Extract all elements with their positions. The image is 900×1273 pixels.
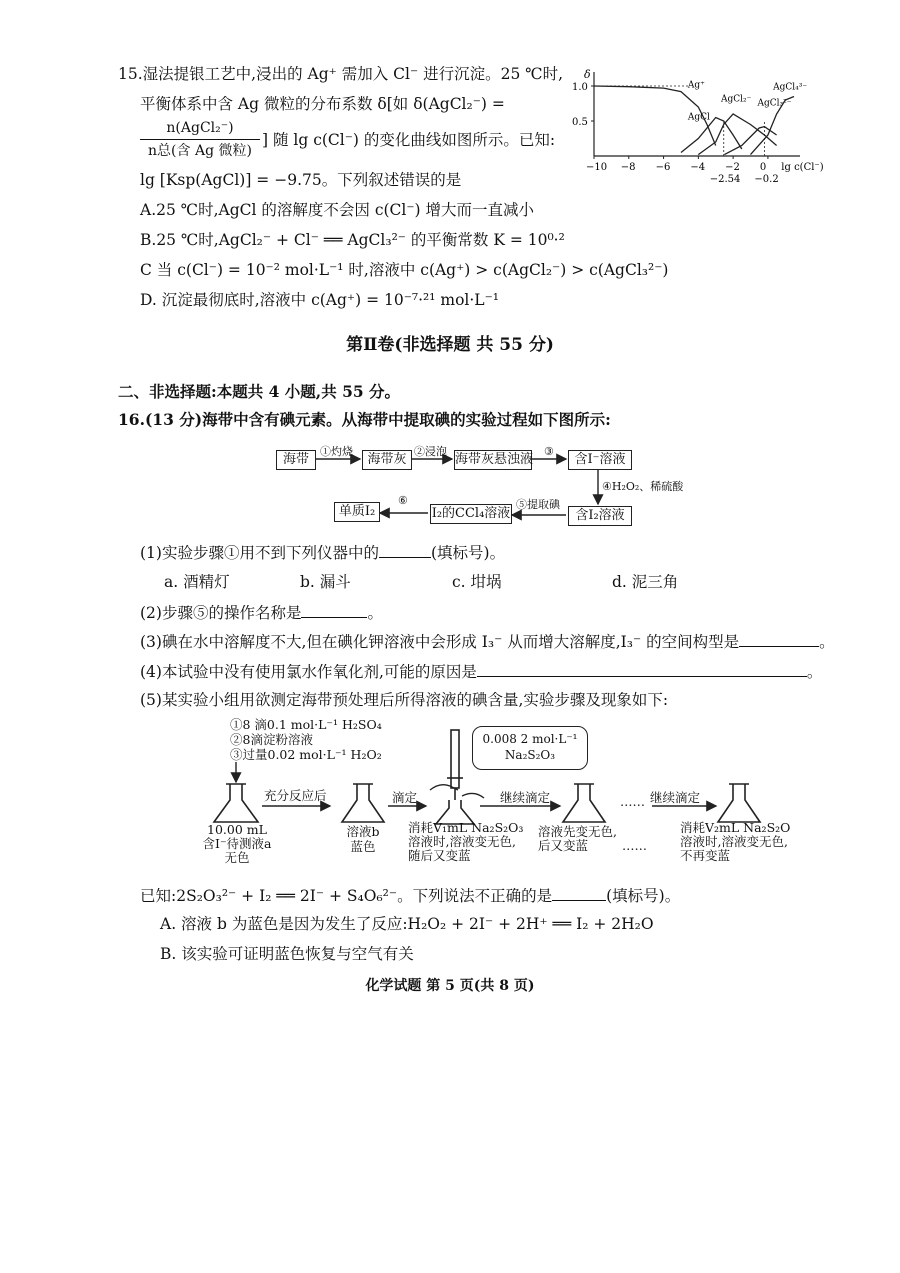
section-heading: 二、非选择题:本题共 4 小题,共 55 分。 (118, 382, 401, 401)
chart-series-line (724, 127, 776, 155)
chart-x-tick-label: −10 (586, 162, 608, 173)
flow-step-6: ⑥ (398, 494, 408, 507)
chart-annotation-label: −0.2 (754, 174, 779, 185)
flow-box-suspension: 海带灰悬浊液 (454, 450, 532, 470)
exp-dots-1: …… (620, 794, 645, 809)
q16-part5: (5)某实验小组用欲测定海带预处理后所得溶液的碘含量,实验步骤及现象如下: (140, 691, 669, 709)
exp-arrow-1-label: 充分反应后 (264, 788, 327, 803)
flask-1-color: 无色 (224, 850, 250, 865)
exp-add-2: ②8滴淀粉溶液 (230, 732, 313, 747)
flow-step-4: ④H₂O₂、稀硫酸 (602, 480, 684, 493)
q16-part1-tail: (填标号)。 (430, 544, 506, 562)
chart-x-tick-label: −2 (725, 162, 740, 173)
exp-arrow-3-label: 继续滴定 (500, 790, 551, 805)
flask-1-icon (214, 784, 258, 822)
q16-part3-text: (3)碘在水中溶解度不大,但在碘化钾溶液中会形成 I₃⁻ 从而增大溶解度,I₃⁻ 的空间构型是 (140, 633, 740, 651)
flow-step-2: ②浸泡 (414, 445, 447, 458)
q16-option-a: A. 溶液 b 为蓝色是因为发生了反应:H₂O₂ + 2I⁻ + 2H⁺ ══ I₂ + 2H₂O (160, 915, 654, 933)
chart-series-line (698, 114, 776, 155)
flask-2-label: 溶液b (346, 824, 380, 839)
flask-5-line1: 消耗V₂mL Na₂S₂O (680, 820, 791, 835)
page-footer: 化学试题 第 5 页(共 8 页) (365, 978, 535, 994)
q16-part4 (140, 660, 822, 682)
flask-1-volume: 10.00 mL (207, 822, 267, 837)
q16-part3-tail: 。 (819, 633, 835, 651)
flow-box-ash: 海带灰 (362, 450, 412, 470)
q16-part2-text: (2)步骤⑤的操作名称是 (140, 604, 302, 622)
flow-step-1: ①灼烧 (320, 445, 353, 458)
q16-part2-blank[interactable] (301, 601, 367, 618)
flow-box-iodine: 单质I₂ (334, 502, 380, 522)
q15-fraction-denominator: n总(含 Ag 微粒) (148, 143, 252, 159)
flask-2-icon (342, 784, 384, 822)
q15-option-c: C 当 c(Cl⁻) = 10⁻² mol·L⁻¹ 时,溶液中 c(Ag⁺) > c(AgCl₂⁻) > c(AgCl₃²⁻) (140, 261, 669, 279)
q16-known-blank[interactable] (552, 884, 606, 901)
q16-part1-option-b: b. 漏斗 (300, 573, 351, 591)
q16-known-tail: (填标号)。 (606, 887, 681, 905)
q16-intro: 16.(13 分)海带中含有碘元素。从海带中提取碘的实验过程如下图所示: (118, 410, 611, 429)
q16-option-b: B. 该实验可证明蓝色恢复与空气有关 (160, 945, 414, 963)
flask-5-line3: 不再变蓝 (680, 848, 731, 863)
q16-part1-option-c: c. 坩埚 (452, 573, 502, 591)
flask-5-icon (718, 784, 760, 822)
q16-part1-blank[interactable] (379, 541, 431, 558)
reagent-name: Na₂S₂O₃ (504, 748, 556, 762)
chart-x-tick-label: −4 (690, 162, 706, 173)
q16-part1-option-a: a. 酒精灯 (164, 573, 230, 591)
flow-step-3: ③ (544, 445, 554, 458)
q16-part4-text: (4)本试验中没有使用氯水作氧化剂,可能的原因是 (140, 663, 477, 681)
q16-part1-text: (1)实验步骤①用不到下列仪器中的 (140, 544, 379, 562)
q15-fraction-bar (140, 139, 260, 140)
q16-part2-tail: 。 (367, 604, 383, 622)
hand-icon (430, 785, 484, 798)
flow-box-iodine-solution: 含I₂溶液 (568, 506, 632, 526)
q16-part2 (140, 601, 383, 623)
flow-step-5: ⑤提取碘 (516, 498, 560, 511)
flow-arrows (0, 440, 900, 540)
q15-option-d: D. 沉淀最彻底时,溶液中 c(Ag⁺) = 10⁻⁷·²¹ mol·L⁻¹ (140, 291, 499, 309)
burette-icon (447, 730, 463, 800)
chart-x-tick-label: −6 (655, 162, 671, 173)
exp-arrow-4-label: 继续滴定 (650, 790, 701, 805)
q15-line1: 15.湿法提银工艺中,浸出的 Ag⁺ 需加入 Cl⁻ 进行沉淀。25 ℃时, (118, 65, 563, 83)
chart-x-tick-label: −8 (620, 162, 636, 173)
flask-3-line3: 随后又变蓝 (408, 848, 471, 863)
exp-add-1: ①8 滴0.1 mol·L⁻¹ H₂SO₄ (230, 717, 382, 732)
chart-series-label: Ag⁺ (687, 80, 705, 91)
chart-y-tick-label: 0.5 (572, 117, 588, 128)
chart-series-label: AgCl₄³⁻ (773, 82, 808, 93)
flask-4-line1: 溶液先变无色, (538, 824, 617, 839)
flask-4-icon (563, 784, 605, 822)
flow-box-iodide-solution: 含I⁻溶液 (568, 450, 632, 470)
chart-y-tick-label: 1.0 (572, 82, 588, 93)
chart-series-label: AgCl₃²⁻ (757, 98, 792, 109)
reagent-concentration: 0.008 2 mol·L⁻¹ (482, 732, 578, 746)
chart-annotation-label: −2.54 (709, 174, 741, 185)
q16-known (140, 884, 680, 906)
q15-option-b: B.25 ℃时,AgCl₂⁻ + Cl⁻ ══ AgCl₃²⁻ 的平衡常数 K = 10⁰·² (140, 231, 565, 249)
flask-3-line2: 溶液时,溶液变无色, (408, 834, 516, 849)
q16-part4-tail: 。 (806, 663, 823, 681)
flask-4-line2: 后又变蓝 (538, 838, 589, 853)
q16-part1-option-d: d. 泥三角 (612, 573, 679, 591)
flask-5-line2: 溶液时,溶液变无色, (680, 834, 788, 849)
distribution-chart (572, 58, 824, 193)
q16-part3 (140, 630, 835, 652)
flow-box-iodine-ccl4: I₂的CCl₄溶液 (430, 504, 512, 524)
q15-line4: lg [Ksp(AgCl)] = −9.75。下列叙述错误的是 (140, 171, 462, 189)
flask-1-label: 含I⁻待测液a (202, 836, 272, 851)
q16-part3-blank[interactable] (739, 630, 819, 647)
chart-series-label: AgCl₂⁻ (720, 94, 752, 105)
chart-x-label: lg c(Cl⁻) (781, 162, 824, 173)
q15-option-a: A.25 ℃时,AgCl 的溶解度不会因 c(Cl⁻) 增大而一直减小 (140, 201, 535, 219)
chart-x-tick-label: 0 (759, 162, 767, 173)
flow-box-seaweed: 海带 (276, 450, 316, 470)
q16-part4-blank[interactable] (477, 660, 807, 677)
q15-fraction-numerator: n(AgCl₂⁻) (166, 120, 234, 136)
chart-y-label: δ (584, 68, 591, 81)
exp-dots-2: …… (622, 838, 647, 853)
q16-known-text: 已知:2S₂O₃²⁻ + I₂ ══ 2I⁻ + S₄O₆²⁻。下列说法不正确的是 (140, 887, 553, 905)
flask-2-color: 蓝色 (350, 839, 376, 854)
q15-line3: ] 随 lg c(Cl⁻) 的变化曲线如图所示。已知: (262, 131, 556, 149)
section-title: 第Ⅱ卷(非选择题 共 55 分) (346, 335, 554, 355)
chart-series-label: AgCl (687, 112, 710, 123)
exp-add-3: ③过量0.02 mol·L⁻¹ H₂O₂ (230, 747, 382, 762)
flask-3-line1: 消耗V₁mL Na₂S₂O₃ (408, 820, 524, 835)
exp-arrow-2-label: 滴定 (392, 790, 418, 805)
q15-line2: 平衡体系中含 Ag 微粒的分布系数 δ[如 δ(AgCl₂⁻) = (140, 95, 505, 113)
q16-part1 (140, 541, 505, 563)
